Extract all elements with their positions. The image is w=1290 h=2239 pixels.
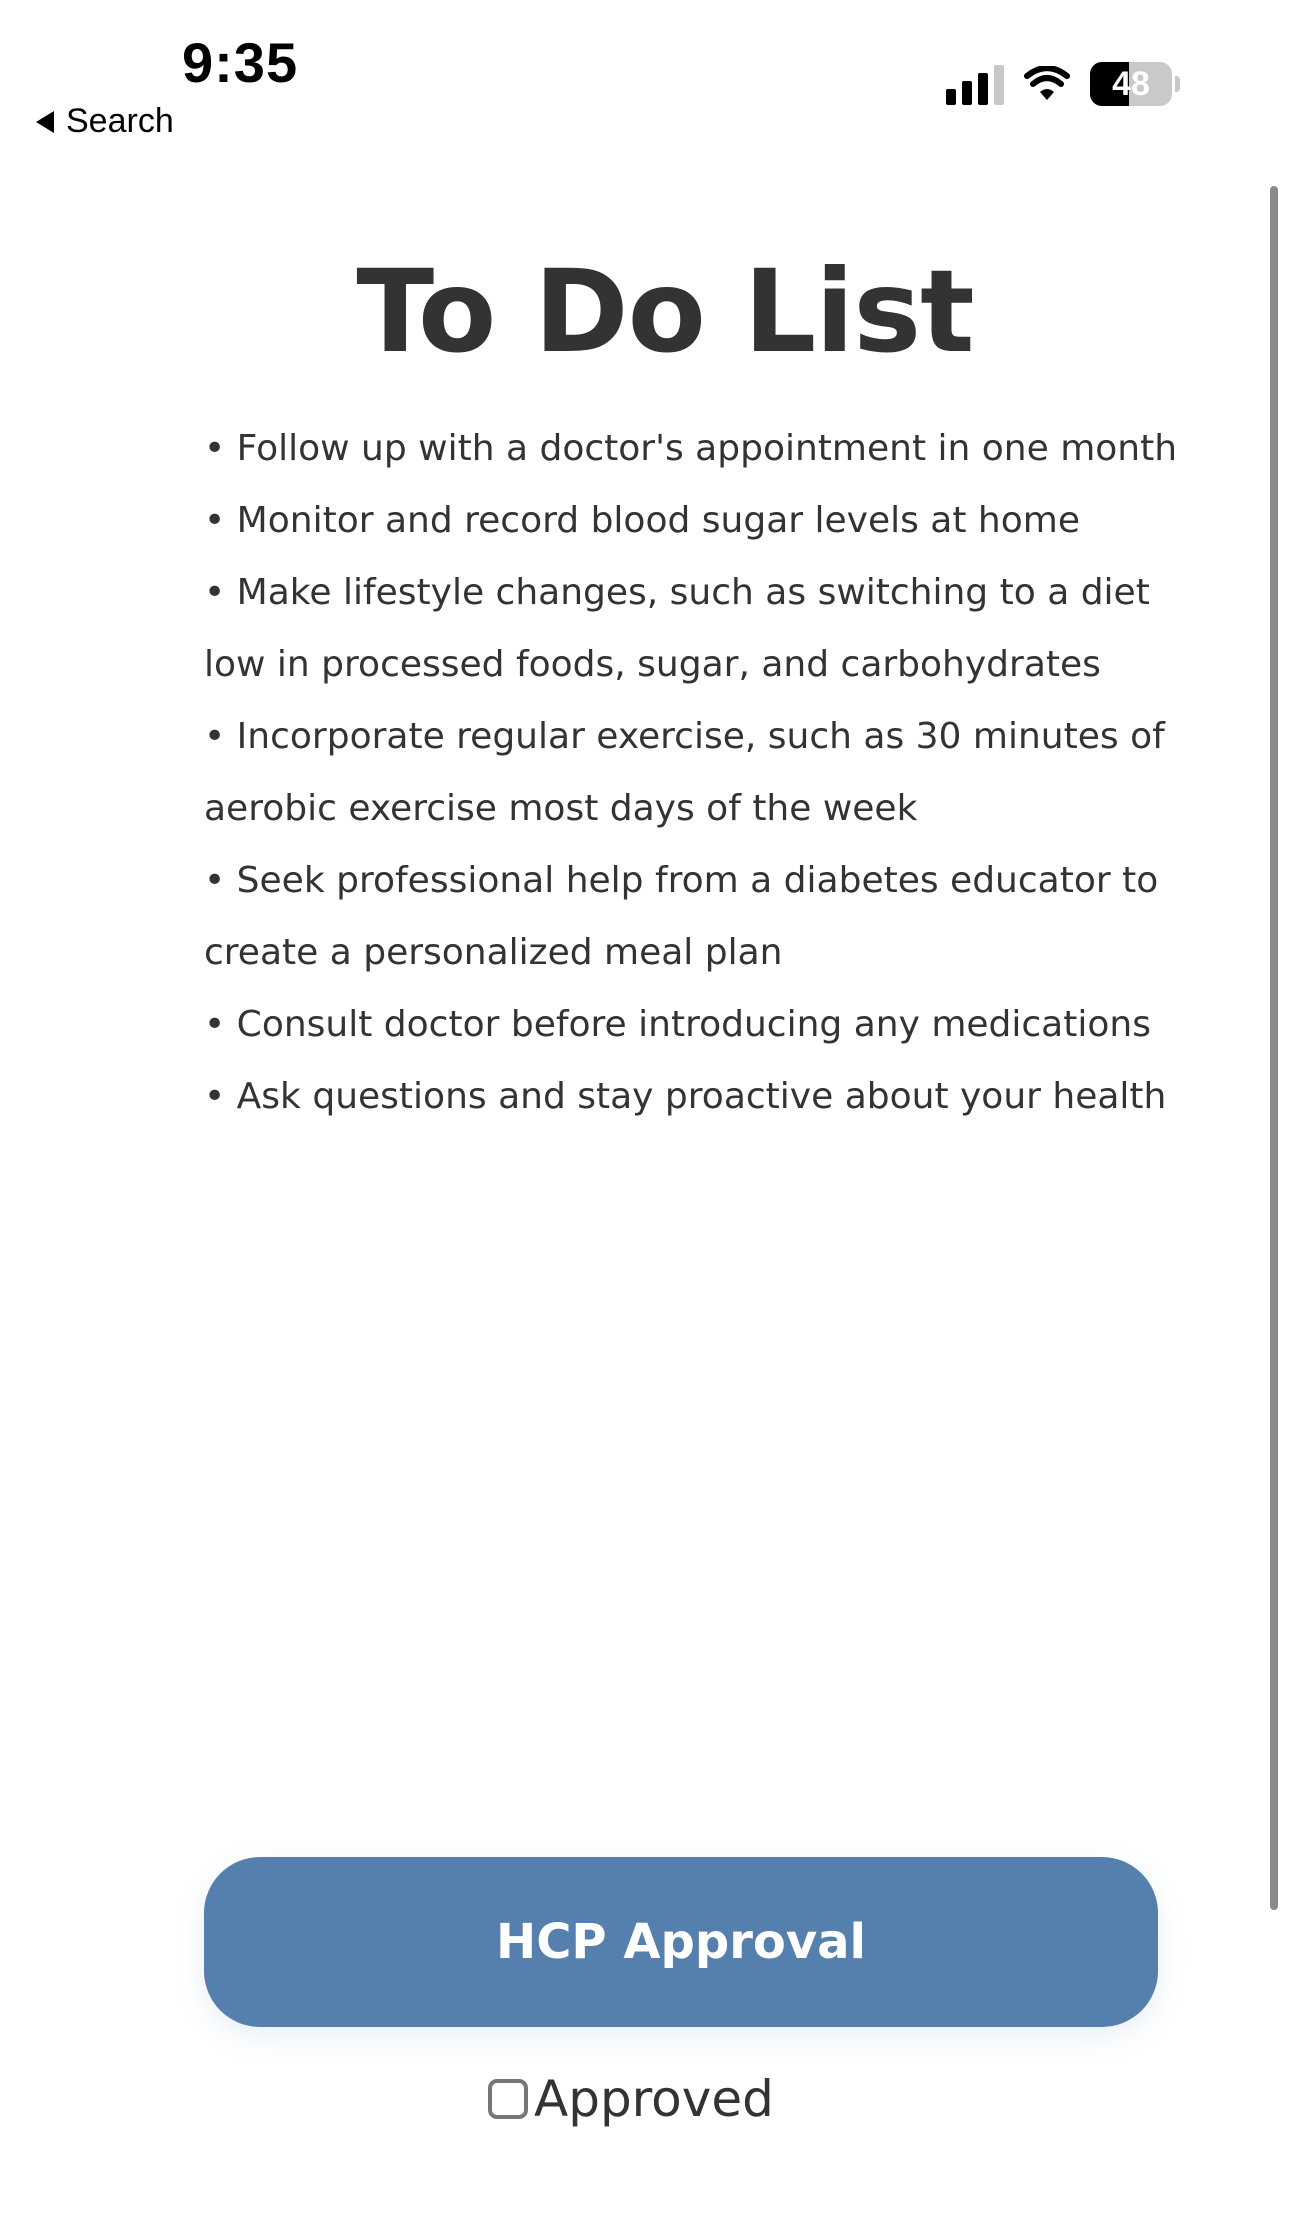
hcp-approval-button[interactable]: HCP Approval: [204, 1857, 1158, 2027]
list-item: • Follow up with a doctor's appointment in one month: [204, 428, 1178, 469]
battery-icon: [1090, 62, 1180, 106]
list-item: • Make lifestyle changes, such as switching to a diet low in processed foods, sugar, and carbohydrates: [204, 572, 1150, 685]
status-icons: [946, 62, 1180, 106]
approved-label: Approved: [534, 2070, 774, 2128]
list-item: • Seek professional help from a diabetes educator to create a personalized meal plan: [204, 860, 1159, 973]
list-item: • Monitor and record blood sugar levels at home: [204, 500, 1080, 541]
back-to-search-link[interactable]: [36, 102, 174, 141]
status-time: 9:35: [182, 31, 299, 94]
approved-checkbox-row[interactable]: [488, 2070, 774, 2128]
list-item: • Consult doctor before introducing any medications: [204, 1004, 1151, 1045]
scrollbar[interactable]: [1270, 186, 1278, 1910]
back-label: Search: [66, 102, 174, 140]
back-arrow-icon: [36, 111, 54, 133]
battery-percent: 48: [1112, 64, 1150, 103]
list-item: • Ask questions and stay proactive about your health: [204, 1076, 1167, 1117]
page-title: To Do List: [356, 245, 974, 378]
approved-checkbox[interactable]: [488, 2079, 528, 2119]
cellular-signal-icon: [946, 63, 1004, 105]
wifi-icon: [1024, 66, 1070, 102]
list-item: • Incorporate regular exercise, such as 30 minutes of aerobic exercise most days of the week: [204, 716, 1165, 829]
todo-list: [204, 413, 1184, 1133]
